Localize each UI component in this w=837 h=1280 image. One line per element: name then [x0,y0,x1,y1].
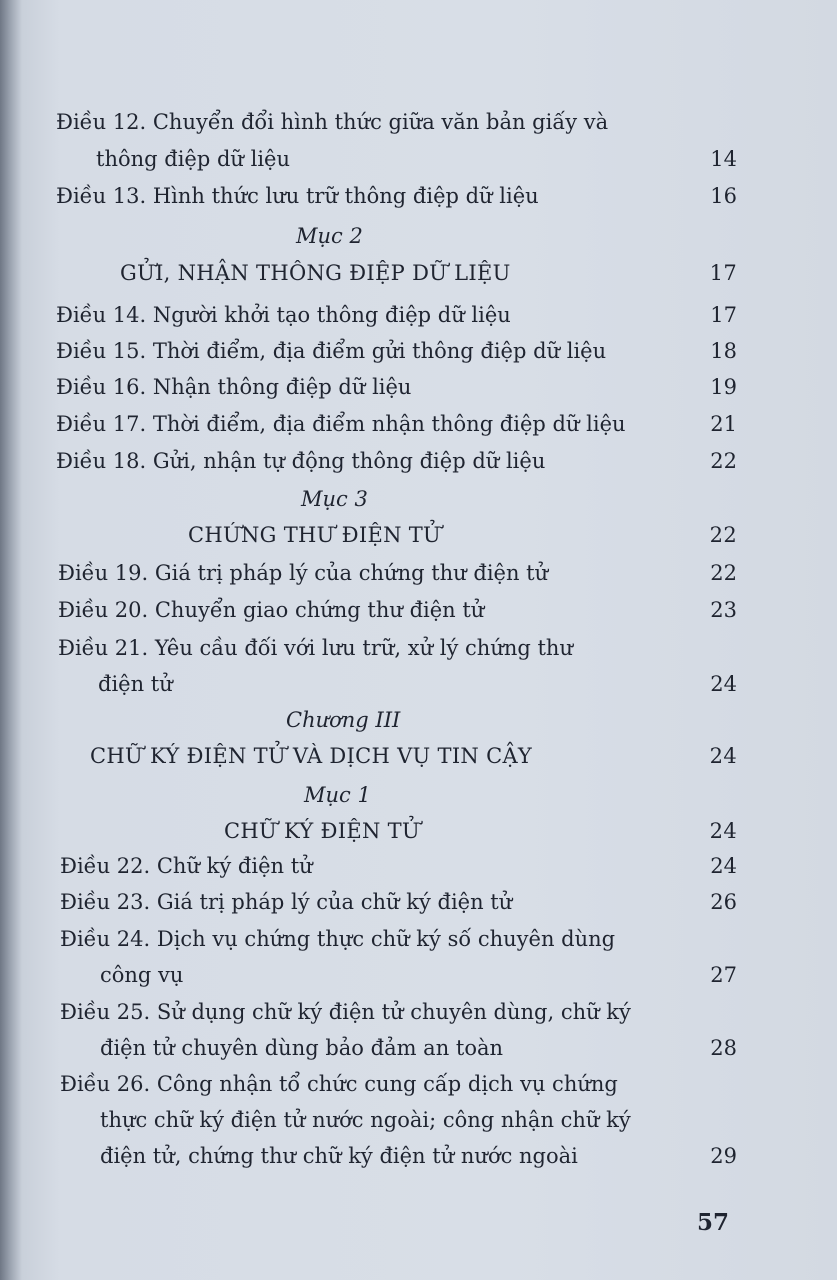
section-label [0,481,837,518]
section-heading [0,517,837,554]
toc-entry-text: Điều 25. Sử dụng chữ ký điện tử chuyên dùng, chữ ký [60,1000,631,1024]
toc-page-number: 24 [709,744,737,768]
section-heading-text: CHỨNG THƯ ĐIỆN TỬ [188,523,442,547]
toc-entry-text: Điều 14. Người khởi tạo thông điệp dữ liệu [56,303,511,327]
chapter-heading-text: CHỮ KÝ ĐIỆN TỬ VÀ DỊCH VỤ TIN CẬY [90,744,533,768]
toc-entry [0,994,837,1031]
section-label [0,777,837,814]
toc-entry [0,555,837,592]
toc-entry [0,1066,837,1103]
toc-entry-text: công vụ [100,963,184,987]
toc-entry-text: Điều 23. Giá trị pháp lý của chữ ký điện tử [60,890,513,914]
section-heading [0,813,837,850]
toc-entry-text: Điều 13. Hình thức lưu trữ thông điệp dữ liệu [56,184,539,208]
toc-page-number: 18 [710,339,737,363]
toc-entry [0,1102,837,1139]
toc-entry-text: Điều 21. Yêu cầu đối với lưu trữ, xử lý chứng thư [58,636,573,660]
toc-entry [0,884,837,921]
toc-entry-text: thực chữ ký điện tử nước ngoài; công nhận chữ ký [100,1108,631,1132]
section-heading-text: CHỮ KÝ ĐIỆN TỬ [224,819,420,843]
toc-page-number: 19 [710,375,737,399]
toc-page-number: 24 [710,854,737,878]
page-number: 57 [696,1209,729,1236]
toc-entry [0,1030,837,1067]
toc-page-number: 22 [710,561,737,585]
toc-entry-text: thông điệp dữ liệu [96,147,290,171]
toc-entry-text: điện tử chuyên dùng bảo đảm an toàn [100,1036,504,1060]
toc-page-number: 14 [710,147,737,171]
toc-entry [0,333,837,370]
toc-entry-text: điện tử, chứng thư chữ ký điện tử nước ngoài [100,1144,578,1168]
toc-page-number: 17 [709,261,737,285]
toc-entry-text: Điều 20. Chuyển giao chứng thư điện tử [58,598,485,622]
toc-entry [0,297,837,334]
toc-entry-text: Điều 26. Công nhận tổ chức cung cấp dịch vụ chứng [60,1072,618,1096]
toc-entry [0,406,837,443]
toc-page-number: 27 [710,963,737,987]
section-heading [0,255,837,292]
toc-entry [0,443,837,480]
toc-entry-text: Điều 12. Chuyển đổi hình thức giữa văn bản giấy và [56,110,609,134]
toc-entry-text: Điều 24. Dịch vụ chứng thực chữ ký số chuyên dùng [60,927,616,951]
toc-page-number: 22 [710,449,737,473]
toc-entry [0,104,837,141]
toc-page-number: 16 [710,184,737,208]
toc-page-number: 24 [709,819,737,843]
toc-entry [0,1138,837,1175]
section-label-text: Mục 1 [304,783,371,807]
toc-entry [0,630,837,667]
toc-page-number: 17 [710,303,737,327]
section-label-text: Mục 2 [296,224,363,248]
toc-page-number: 21 [710,412,737,436]
toc-entry [0,957,837,994]
chapter-heading [0,738,837,775]
toc-entry [0,141,837,178]
toc-entry [0,592,837,629]
toc-entry [0,369,837,406]
toc-entry-text: Điều 16. Nhận thông điệp dữ liệu [56,375,412,399]
chapter-label-text: Chương III [286,708,401,732]
section-heading-text: GỬI, NHẬN THÔNG ĐIỆP DỮ LIỆU [120,261,511,285]
toc-page-number: 22 [709,523,737,547]
chapter-label [0,702,837,739]
toc-entry [0,666,837,703]
section-label-text: Mục 3 [301,487,368,511]
toc-page-number: 23 [710,598,737,622]
section-label [0,218,837,255]
toc-entry-text: Điều 22. Chữ ký điện tử [60,854,313,878]
toc-entry-text: Điều 17. Thời điểm, địa điểm nhận thông điệp dữ liệu [56,412,626,436]
toc-entry-text: điện tử [98,672,173,696]
toc-page-number: 26 [710,890,737,914]
toc-page-number: 24 [710,672,737,696]
toc-entry-text: Điều 18. Gửi, nhận tự động thông điệp dữ liệu [56,449,546,473]
toc-page-number: 29 [710,1144,737,1168]
toc-entry [0,178,837,215]
toc-entry-text: Điều 19. Giá trị pháp lý của chứng thư điện tử [58,561,549,585]
toc-page-number: 28 [710,1036,737,1060]
toc-entry [0,848,837,885]
toc-entry [0,921,837,958]
toc-entry-text: Điều 15. Thời điểm, địa điểm gửi thông điệp dữ liệu [56,339,607,363]
